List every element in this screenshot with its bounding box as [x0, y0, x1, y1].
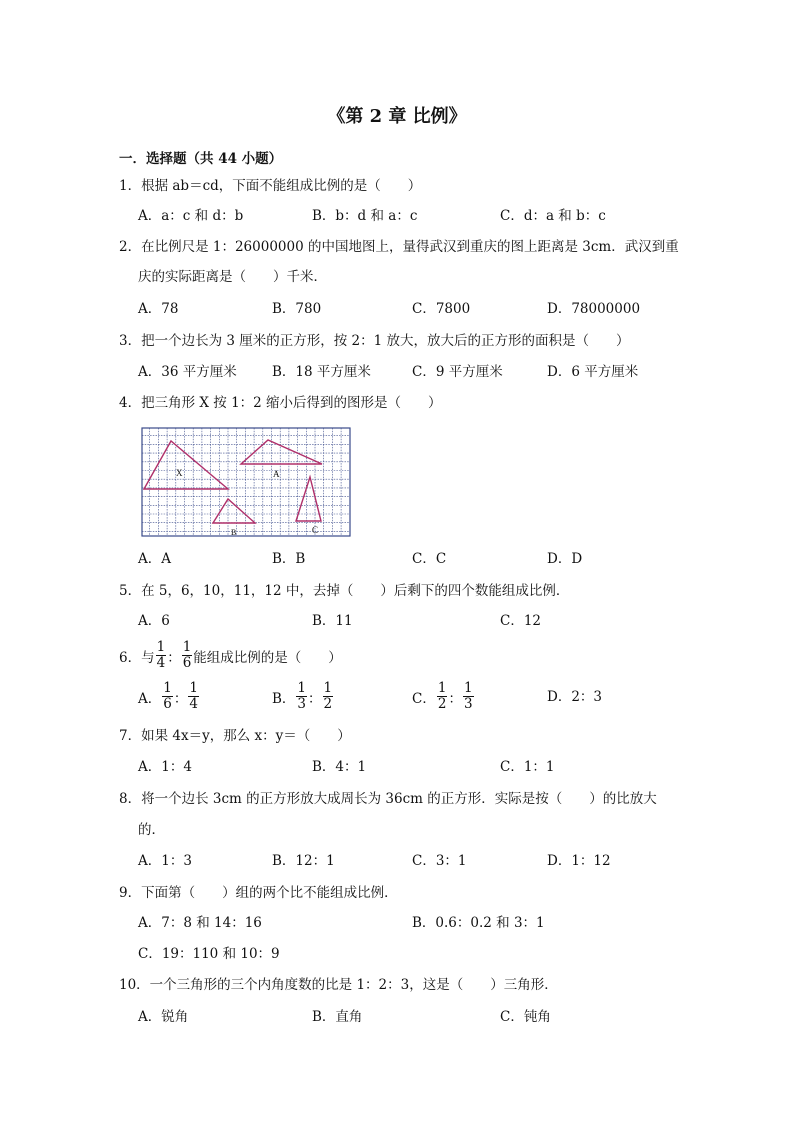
q4-option-a: A．A: [138, 551, 171, 567]
question-1-stem: 1．根据 ab＝cd，下面不能组成比例的是（ ）: [119, 178, 422, 194]
question-5-stem: 5．在 5，6，10，11，12 中，去掉（ ）后剩下的四个数能组成比例．: [119, 583, 570, 599]
q2-option-c: C．7800: [412, 301, 471, 317]
triangle-c: [296, 477, 321, 521]
section-heading: 一．选择题（共 44 小题）: [119, 151, 283, 167]
q4-option-d: D．D: [547, 551, 583, 567]
q6-option-c: C． $\frac{1}{2}$ ： $\frac{1}{3}$: [412, 680, 473, 712]
q1-option-c: C．d：a 和 b：c: [500, 208, 606, 224]
q1-option-b: B．b：d 和 a：c: [312, 208, 418, 224]
q3-option-b: B．18 平方厘米: [272, 364, 371, 380]
question-8-stem: 8．将一个边长 3cm 的正方形放大成周长为 36cm 的正方形．实际是按（ ）的比放大: [119, 791, 657, 807]
q8-option-b: B．12：1: [272, 853, 335, 869]
fraction: $\frac{1}{4}$: [156, 639, 166, 671]
q6-option-a: A． $\frac{1}{6}$ ： $\frac{1}{4}$: [138, 680, 198, 712]
label-x: X: [176, 468, 183, 478]
grid-lines: [142, 428, 350, 536]
q9-option-b: B．0.6：0.2 和 3：1: [412, 915, 545, 931]
q10-option-b: B．直角: [312, 1009, 363, 1025]
label-c: C: [312, 525, 319, 535]
question-8-stem-cont: 的．: [138, 822, 165, 838]
question-2-stem: 2．在比例尺是 1：26000000 的中国地图上，量得武汉到重庆的图上距离是 3cm．武汉到重: [119, 239, 679, 255]
q10-option-c: C．钝角: [500, 1009, 551, 1025]
q6-option-b: B． $\frac{1}{3}$ ： $\frac{1}{2}$: [272, 680, 333, 712]
q8-option-a: A．1：3: [138, 853, 192, 869]
question-4-stem: 4．把三角形 X 按 1：2 缩小后得到的图形是（ ）: [119, 395, 442, 411]
q9-option-a: A．7：8 和 14：16: [138, 915, 262, 931]
q3-option-c: C．9 平方厘米: [412, 364, 503, 380]
q5-option-b: B．11: [312, 613, 353, 629]
q1-option-a: A．a：c 和 d：b: [138, 208, 244, 224]
question-7-stem: 7．如果 4x＝y，那么 x：y＝（ ）: [119, 728, 351, 744]
q7-option-a: A．1：4: [138, 759, 192, 775]
page-title: 《第 2 章 比例》: [327, 106, 467, 127]
q4-option-b: B．B: [272, 551, 306, 567]
q2-option-a: A．78: [138, 301, 179, 317]
q2-option-d: D．78000000: [547, 301, 641, 317]
triangle-x: [144, 441, 228, 489]
q7-option-b: B．4：1: [312, 759, 367, 775]
q3-option-a: A．36 平方厘米: [138, 364, 237, 380]
triangle-a: [241, 440, 322, 464]
q3-option-d: D．6 平方厘米: [547, 364, 639, 380]
label-b: B: [231, 528, 237, 537]
question-6-stem: 6．与 $\frac{1}{4}$ ： $\frac{1}{6}$ 能组成比例的是（ ）: [119, 639, 342, 671]
question-10-stem: 10．一个三角形的三个内角度数的比是 1：2：3，这是（ ）三角形．: [119, 977, 558, 993]
q10-option-a: A．锐角: [138, 1009, 189, 1025]
triangle-grid-figure: [141, 427, 351, 537]
question-2-stem-cont: 庆的实际距离是（ ）千米．: [138, 269, 327, 285]
q5-option-a: A．6: [138, 613, 170, 629]
q6-option-d: D．2：3: [547, 689, 603, 705]
question-9-stem: 9．下面第（ ）组的两个比不能组成比例．: [119, 885, 398, 901]
question-3-stem: 3．把一个边长为 3 厘米的正方形，按 2：1 放大，放大后的正方形的面积是（ ）: [119, 333, 630, 349]
q8-option-d: D．1：12: [547, 853, 611, 869]
q9-option-c: C．19：110 和 10：9: [138, 946, 280, 962]
q4-option-c: C．C: [412, 551, 447, 567]
label-a: A: [273, 469, 280, 479]
q2-option-b: B．780: [272, 301, 322, 317]
q8-option-c: C．3：1: [412, 853, 467, 869]
q7-option-c: C．1：1: [500, 759, 555, 775]
triangle-b: [213, 499, 255, 523]
q5-option-c: C．12: [500, 613, 542, 629]
fraction: $\frac{1}{6}$: [182, 639, 192, 671]
